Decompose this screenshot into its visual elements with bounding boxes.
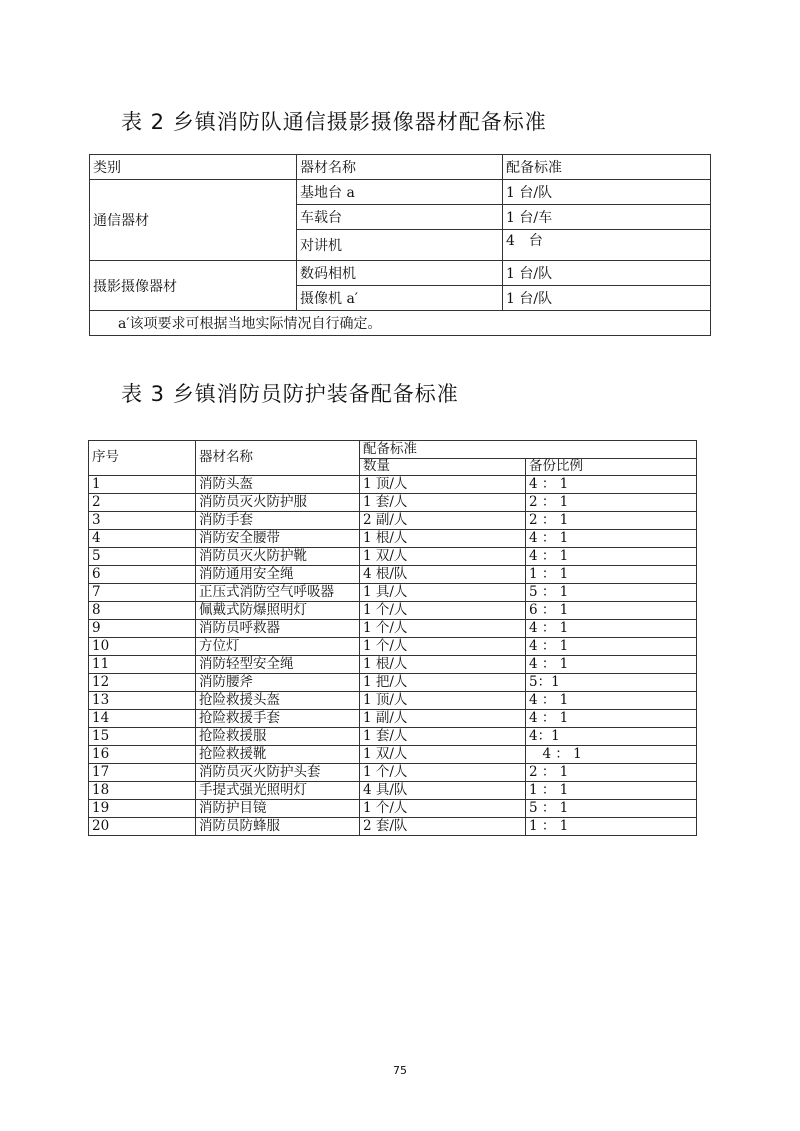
quantity-cell: 1 套/人	[360, 728, 526, 746]
row-number-cell: 6	[89, 566, 196, 584]
table-row	[89, 494, 697, 512]
equipment-name-cell: 消防腰斧	[196, 674, 360, 692]
backup-ratio-cell: 4 ： 1	[526, 656, 697, 674]
row-number-cell: 5	[89, 548, 196, 566]
row-number-cell: 19	[89, 800, 196, 818]
equipment-name-cell: 佩戴式防爆照明灯	[196, 602, 360, 620]
backup-ratio-cell: 4 ： 1	[526, 638, 697, 656]
table-row	[89, 728, 697, 746]
standard-cell: 1 台/队	[503, 261, 711, 286]
table-row	[89, 638, 697, 656]
backup-ratio-cell: 4 ： 1	[526, 620, 697, 638]
page-number: 75	[393, 1064, 407, 1077]
quantity-cell: 1 套/人	[360, 494, 526, 512]
equipment-name-cell: 消防员呼救器	[196, 620, 360, 638]
quantity-cell: 1 个/人	[360, 620, 526, 638]
backup-ratio-cell: 1 ： 1	[526, 566, 697, 584]
equipment-name-cell: 消防员灭火防护服	[196, 494, 360, 512]
header-quantity: 数量	[360, 458, 526, 476]
standard-cell: 1 台/队	[503, 180, 711, 205]
table-row	[89, 764, 697, 782]
table-note-row	[90, 311, 711, 336]
quantity-cell: 1 把/人	[360, 674, 526, 692]
table-header-row	[89, 441, 697, 459]
table-row	[89, 782, 697, 800]
backup-ratio-cell: 4 ： 1	[526, 548, 697, 566]
standard-cell: 1 台/队	[503, 286, 711, 311]
backup-ratio-cell: 1 ： 1	[526, 818, 697, 836]
equipment-name-cell: 消防员灭火防护靴	[196, 548, 360, 566]
quantity-cell: 2 套/队	[360, 818, 526, 836]
row-number-cell: 4	[89, 530, 196, 548]
equipment-name-cell: 消防员防蜂服	[196, 818, 360, 836]
equipment-name-cell: 基地台 a	[297, 180, 503, 205]
table-row	[90, 180, 711, 205]
category-cell: 通信器材	[90, 180, 297, 261]
backup-ratio-cell: 4 ： 1	[526, 692, 697, 710]
row-number-cell: 12	[89, 674, 196, 692]
backup-ratio-cell: 2 ： 1	[526, 764, 697, 782]
table-header-row	[90, 155, 711, 180]
row-number-cell: 7	[89, 584, 196, 602]
backup-ratio-cell: 4 ： 1	[526, 746, 697, 764]
protective-equipment-table	[88, 440, 697, 836]
backup-ratio-cell: 6 ： 1	[526, 602, 697, 620]
standard-cell: 4 台	[503, 230, 711, 261]
equipment-name-cell: 消防员灭火防护头套	[196, 764, 360, 782]
table-row	[89, 530, 697, 548]
table-row	[89, 620, 697, 638]
quantity-cell: 1 根/人	[360, 530, 526, 548]
quantity-cell: 2 副/人	[360, 512, 526, 530]
backup-ratio-cell: 2 ： 1	[526, 512, 697, 530]
equipment-name-cell: 消防头盔	[196, 476, 360, 494]
row-number-cell: 20	[89, 818, 196, 836]
table-row	[89, 602, 697, 620]
table-row	[89, 746, 697, 764]
table-row	[89, 656, 697, 674]
table-row	[89, 566, 697, 584]
header-equipment-name: 器材名称	[196, 441, 360, 476]
table-row	[90, 261, 711, 286]
table-row	[89, 692, 697, 710]
equipment-name-cell: 抢险救援靴	[196, 746, 360, 764]
row-number-cell: 11	[89, 656, 196, 674]
backup-ratio-cell: 5：1	[526, 674, 697, 692]
table-row	[89, 476, 697, 494]
category-cell: 摄影摄像器材	[90, 261, 297, 311]
quantity-cell: 1 个/人	[360, 638, 526, 656]
row-number-cell: 18	[89, 782, 196, 800]
header-equipment-name: 器材名称	[297, 155, 503, 180]
quantity-cell: 1 双/人	[360, 746, 526, 764]
quantity-cell: 4 根/队	[360, 566, 526, 584]
table-row	[89, 674, 697, 692]
backup-ratio-cell: 4：1	[526, 728, 697, 746]
row-number-cell: 8	[89, 602, 196, 620]
equipment-name-cell: 消防安全腰带	[196, 530, 360, 548]
table3-title: 表 3 乡镇消防员防护装备配备标准	[121, 382, 459, 406]
row-number-cell: 2	[89, 494, 196, 512]
standard-cell: 1 台/车	[503, 205, 711, 230]
header-backup-ratio: 备份比例	[526, 458, 697, 476]
row-number-cell: 10	[89, 638, 196, 656]
quantity-cell: 1 个/人	[360, 800, 526, 818]
row-number-cell: 15	[89, 728, 196, 746]
row-number-cell: 9	[89, 620, 196, 638]
header-standard: 配备标准	[503, 155, 711, 180]
quantity-cell: 1 顶/人	[360, 692, 526, 710]
table-row	[89, 548, 697, 566]
header-number: 序号	[89, 441, 196, 476]
quantity-cell: 1 副/人	[360, 710, 526, 728]
equipment-name-cell: 摄像机 a′	[297, 286, 503, 311]
equipment-name-cell: 方位灯	[196, 638, 360, 656]
backup-ratio-cell: 2 ： 1	[526, 494, 697, 512]
quantity-cell: 1 具/人	[360, 584, 526, 602]
backup-ratio-cell: 1 ： 1	[526, 782, 697, 800]
table-row	[89, 584, 697, 602]
row-number-cell: 3	[89, 512, 196, 530]
quantity-cell: 1 根/人	[360, 656, 526, 674]
table-row	[89, 710, 697, 728]
equipment-name-cell: 抢险救援头盔	[196, 692, 360, 710]
backup-ratio-cell: 5 ： 1	[526, 800, 697, 818]
backup-ratio-cell: 4 ： 1	[526, 710, 697, 728]
equipment-name-cell: 消防护目镜	[196, 800, 360, 818]
backup-ratio-cell: 4 ： 1	[526, 476, 697, 494]
row-number-cell: 16	[89, 746, 196, 764]
header-category: 类别	[90, 155, 297, 180]
table-row	[89, 818, 697, 836]
equipment-name-cell: 手提式强光照明灯	[196, 782, 360, 800]
quantity-cell: 4 具/队	[360, 782, 526, 800]
table2-title: 表 2 乡镇消防队通信摄影摄像器材配备标准	[121, 110, 547, 134]
equipment-name-cell: 正压式消防空气呼吸器	[196, 584, 360, 602]
communication-equipment-table	[89, 154, 711, 336]
row-number-cell: 13	[89, 692, 196, 710]
equipment-name-cell: 车载台	[297, 205, 503, 230]
equipment-name-cell: 抢险救援手套	[196, 710, 360, 728]
equipment-name-cell: 数码相机	[297, 261, 503, 286]
quantity-cell: 1 个/人	[360, 602, 526, 620]
row-number-cell: 14	[89, 710, 196, 728]
row-number-cell: 1	[89, 476, 196, 494]
backup-ratio-cell: 4 ： 1	[526, 530, 697, 548]
equipment-name-cell: 抢险救援服	[196, 728, 360, 746]
equipment-name-cell: 消防手套	[196, 512, 360, 530]
equipment-name-cell: 消防通用安全绳	[196, 566, 360, 584]
quantity-cell: 1 双/人	[360, 548, 526, 566]
table-row	[89, 800, 697, 818]
equipment-name-cell: 消防轻型安全绳	[196, 656, 360, 674]
equipment-name-cell: 对讲机	[297, 230, 503, 261]
quantity-cell: 1 顶/人	[360, 476, 526, 494]
table-row	[89, 512, 697, 530]
table-note: a′该项要求可根据当地实际情况自行确定。	[90, 311, 711, 336]
quantity-cell: 1 个/人	[360, 764, 526, 782]
header-standard: 配备标准	[360, 441, 697, 459]
backup-ratio-cell: 5 ： 1	[526, 584, 697, 602]
row-number-cell: 17	[89, 764, 196, 782]
